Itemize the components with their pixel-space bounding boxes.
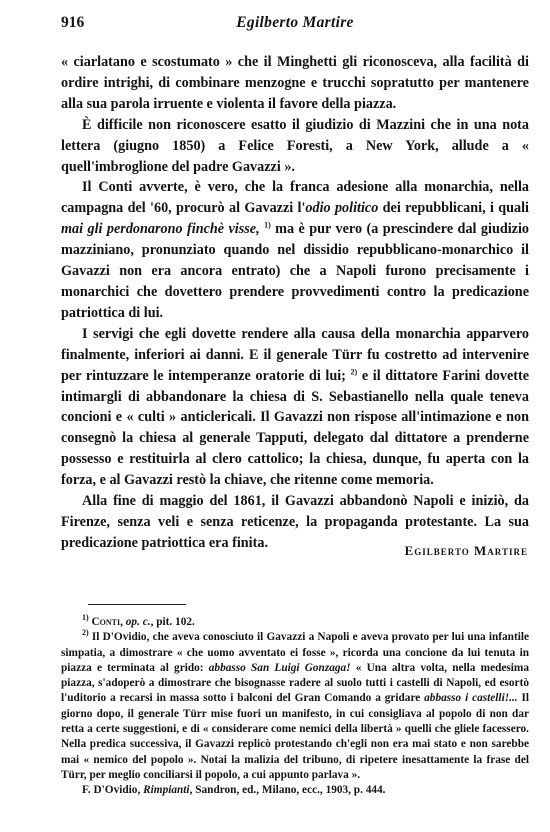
footnote-ref-1: 1) <box>264 220 271 230</box>
paragraph-4-text-b: e il dittatore Farini dovette intimargli di abbandonare la chiesa di S. Sebastianello nella quale teneva concioni e « culti » anticlericali. Il Gavazzi non rispose all'intimazione e non consegnò la chiesa al generale Tapputi, delegato dal dittatore a prenderne possesso e restituirla al clero cattolico; la chiesa, dunque, fu aperta con la forza, e al Gavazzi restò la chiave, che ritenne come memoria. <box>61 367 529 489</box>
footnote-1-rest: , pit. 102. <box>150 616 195 628</box>
footnote-2-text-c: Il giorno dopo, il generale Türr mise fuori un manifesto, in cui consigliava al popolo di non dar retta a certe suggestioni, e di « considerare come nemici della libertà » quelli che gliele facessero. Nella predica successiva, il Gavazzi replicò protestando ch'egli non era mai stato e non sarebbe mai « nemico del popolo ». Notai la malizia del tribuno, di ripetere inesattamente la frase del Türr, per meglio conciliarsi il popolo, a cui appunto parlava ». <box>61 692 529 781</box>
footnote-2-citation: F. D'Ovidio, Rimpianti, Sandron, ed., Milano, ecc., 1903, p. 444. <box>82 784 386 797</box>
main-text <box>61 52 529 554</box>
paragraph-1: « ciarlatano e scostumato » che il Minghetti gli riconosceva, alla facilità di ordire intrighi, di combinare menzogne e trucchi sopratutto per mantenere alla sua parola irruente e violenta il favore della piazza. <box>61 54 529 112</box>
author-signature: Egilberto Martire <box>404 543 528 558</box>
paragraph-3-italic-b: mai gli perdonarono finchè visse, <box>61 221 260 238</box>
footnote-1-author: Conti <box>91 616 121 628</box>
footnote-2-italic-a: abbasso San Luigi Gonzaga! <box>208 661 351 674</box>
footnote-2-text-b: « Una altra volta, nella medesima piazza, s'adoperò a dimostrare che bisognasse radere al suolo tutti i castelli di Napoli, ed esortò l'uditorio a recarsi in massa sotto i balconi del Gran Comando a gridare <box>61 661 529 705</box>
paragraph-4 <box>61 324 529 491</box>
footnote-2-text-a: Il D'Ovidio, che aveva conosciuto il Gavazzi a Napoli e aveva provato per lui una infantile simpatia, a dimostrare « che uomo avventato ei fosse », ricorda una concione da lui tenuta in piazza e terminata al grido: <box>61 631 529 674</box>
paragraph-3 <box>61 177 529 323</box>
running-title: Egilberto Martire <box>236 14 354 31</box>
paragraph-3-italic-a: odio politico <box>305 200 379 217</box>
footnote-1-ref: op. c. <box>125 616 151 628</box>
paragraph-2: È difficile non riconoscere esatto il giudizio di Mazzini che in una nota lettera (giugno 1850) a Felice Foresti, a New York, allude a « quell'imbroglione del padre Gavazzi ». <box>61 116 529 175</box>
paragraph-3-text-b: dei repubblicani, i quali <box>378 200 529 217</box>
footnote-2-italic-b: abbasso i castelli!... <box>424 692 518 705</box>
footnote-2-mark: 2) <box>82 628 89 638</box>
paragraph-3-text-a: Il Conti avverte, è vero, che la franca adesione alla monarchia, nella campagna del '60, procurò al Gavazzi l' <box>61 179 529 217</box>
page-header <box>61 14 529 34</box>
footnote-2-tail: , Sandron, ed., Milano, ecc., 1903, p. 444. <box>189 784 386 797</box>
paragraph-5: Alla fine di maggio del 1861, il Gavazzi abbandonò Napoli e iniziò, da Firenze, senza veli e senza reticenze, la propaganda protestante. La sua predicazione patriottica era finita. <box>61 493 529 551</box>
footnote-2-work: Rimpianti <box>143 784 190 797</box>
footnote-1: $^{1)}$ Conti, op. c., pit. 102. <box>82 613 195 628</box>
footnote-2-author: F. D'Ovidio <box>82 784 138 797</box>
paragraph-3-text-c: ma è pur vero (a prescindere dal giudizio mazziniano, pronunziato quando nel dissidio repubblicano-monarchico il Gavazzi non era ancora entrato) che a Napoli furono precisamente i monarchici che dovettero prendere provvedimenti contro la predicazione patriottica di lui. <box>61 221 530 321</box>
page-number: 916 <box>61 14 85 31</box>
footnote-divider <box>88 604 186 605</box>
footnotes <box>61 615 529 799</box>
footnote-ref-2: 2) <box>350 366 358 376</box>
footnote-1-mark: 1) <box>82 613 89 623</box>
paragraph-4-text-a: I servigi che egli dovette rendere alla causa della monarchia apparvero finalmente, inferiori ai danni. E il generale Türr fu costretto ad intervenire per rintuzzare le intemperanze oratorie di lui; <box>61 325 529 384</box>
footnote-2 <box>61 630 529 783</box>
